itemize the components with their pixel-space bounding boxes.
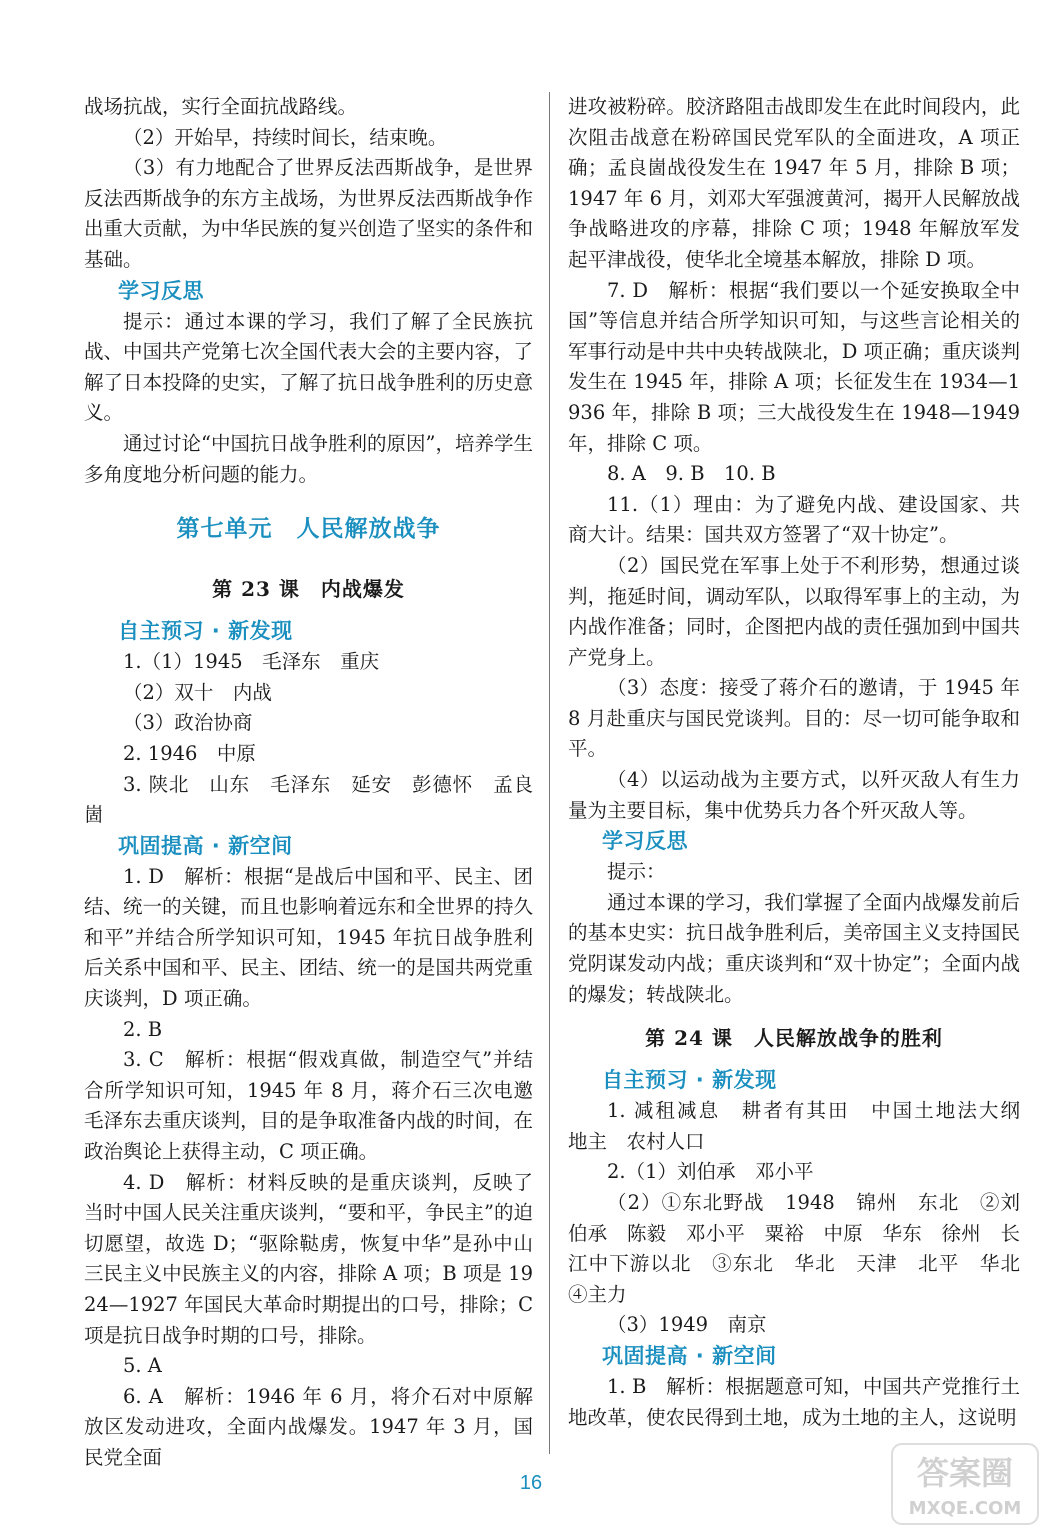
answer-item: 3. C 解析：根据“假戏真做，制造空气”并结合所学知识可知，1945 年 8 月，蒋介石三次电邀毛泽东去重庆谈判，目的是争取准备内战的时间，在政治舆论上获得主动，C 项正确。	[84, 1048, 533, 1164]
section-heading-consolidate: 巩固提高 · 新空间	[602, 1343, 777, 1368]
watermark-logo	[890, 1440, 1040, 1528]
section-heading-reflection: 学习反思	[118, 278, 204, 303]
column-divider	[549, 92, 550, 1454]
answer-line: （3）政治协商	[123, 711, 253, 735]
watermark-text: 答案圈	[916, 1454, 1014, 1492]
answer-item: 6. A 解析：1946 年 6 月，将介石对中原解放区发动进攻，全面内战爆发。1947 年 3 月，国民党全面	[84, 1384, 533, 1469]
answer-line: 1.（1）1945 毛泽东 重庆	[123, 650, 380, 674]
reflection-paragraph: 通过本课的学习，我们掌握了全面内战爆发前后的基本史实：抗日战争胜利后，美帝国主义支持国民党阴谋发动内战；重庆谈判和“双十协定”；全面内战的爆发；转战陕北。	[568, 890, 1020, 1006]
answer-item: 11.（1）理由：为了避免内战、建设国家、共商大计。结果：国共双方签署了“双十协定”。	[568, 492, 1020, 547]
answer-line: （2）双十 内战	[123, 680, 272, 704]
intro-line: 战场抗战，实行全面抗战路线。	[84, 95, 358, 118]
section-heading-reflection: 学习反思	[602, 829, 688, 854]
answer-line: （2）①东北野战 1948 锦州 东北 ②刘伯承 陈毅 邓小平 粟裕 中原 华东 徐州 长江中下游以北 ③东北 华北 天津 北平 华北 ④主力	[568, 1191, 1040, 1306]
lesson-title: 第 24 课 人民解放战争的胜利	[645, 1026, 943, 1051]
answer-item: 5. A	[123, 1354, 162, 1378]
page-number: 16	[519, 1472, 543, 1494]
answer-item: （2）国民党在军事上处于不利形势，想通过谈判，拖延时间，调动军队，以取得军事上的主动，为内战作准备；同时，企图把内战的责任强加到中国共产党身上。	[568, 553, 1020, 669]
section-heading-preview: 自主预习 · 新发现	[602, 1068, 777, 1093]
continued-paragraph: 进攻被粉碎。胶济路阻击战即发生在此时间段内，此次阻击战意在粉碎国民党军队的全面进攻，A 项正确；孟良崮战役发生在 1947 年 5 月，排除 B 项；1947 年 6 月，刘邓大军强渡黄河，揭开人民解放战争战略进攻的序幕，排除 C 项；1948 年解放军发起平津战役，使华北全境基本解放，排除 D 项。	[568, 95, 1020, 271]
answer-item: （3）态度：接受了蒋介石的邀请，于 1945 年 8 月赴重庆与国民党谈判。目的：尽一切可能争取和平。	[568, 676, 1020, 761]
answer-item: 1. D 解析：根据“是战后中国和平、民主、团结、统一的关键，而且也影响着远东和全世界的持久和平”并结合所学知识可知，1945 年抗日战争胜利后关系中国和平、民主、团结、统一的是国共两党重庆谈判，D 项正确。	[84, 864, 533, 1011]
answer-line: 2. 1946 中原	[123, 741, 256, 765]
answer-item: 7. D 解析：根据“我们要以一个延安换取全中国”等信息并结合所学知识可知，与这些言论相关的军事行动是中共中央转战陕北，D 项正确；重庆谈判发生在 1945 年，排除 A 项；长征发生在 1934—1936 年，排除 B 项；三大战役发生在 1948—1949 年，排除 C 项。	[568, 278, 1020, 455]
answer-item: 1. B 解析：根据题意可知，中国共产党推行土地改革，使农民得到土地，成为土地的主人，这说明	[568, 1374, 1020, 1429]
intro-line: （3）有力地配合了世界反法西斯战争，是世界反法西斯战争的东方主战场，为世界反法西斯战争作出重大贡献，为中华民族的复兴创造了坚实的条件和基础。	[84, 156, 533, 271]
answer-item: （4）以运动战为主要方式，以歼灭敌人有生力量为主要目标，集中优势兵力各个歼灭敌人等。	[568, 768, 1020, 822]
unit-title: 第七单元 人民解放战争	[176, 516, 441, 543]
intro-line: （2）开始早，持续时间长，结束晚。	[123, 125, 448, 149]
answer-line: 3. 陕北 山东 毛泽东 延安 彭德怀 孟良崮	[84, 772, 533, 827]
reflection-paragraph: 提示：通过本课的学习，我们了解了全民族抗战、中国共产党第七次全国代表大会的主要内容，了解了日本投降的史实，了解了抗日战争胜利的历史意义。	[84, 309, 533, 425]
reflection-hint: 提示：	[607, 860, 666, 884]
right-column	[568, 92, 1040, 1433]
answer-item: 2. B	[123, 1017, 163, 1041]
reflection-paragraph: 通过讨论“中国抗日战争胜利的原因”，培养学生多角度地分析问题的能力。	[84, 431, 533, 486]
section-heading-consolidate: 巩固提高 · 新空间	[118, 833, 293, 858]
watermark-domain: MXQE.COM	[908, 1498, 1022, 1519]
section-heading-preview: 自主预习 · 新发现	[118, 619, 293, 644]
left-column	[84, 92, 533, 1474]
lesson-title: 第 23 课 内战爆发	[212, 577, 405, 602]
answer-line: 1. 减租减息 耕者有其田 中国土地法大纲 地主 农村人口	[568, 1099, 1040, 1153]
answer-line: 2.（1）刘伯承 邓小平	[607, 1160, 814, 1184]
answer-line: （3）1949 南京	[607, 1313, 767, 1337]
answer-item: 4. D 解析：材料反映的是重庆谈判，反映了当时中国人民关注重庆谈判，“要和平，争民主”的迫切愿望，故选 D；“驱除鞑虏，恢复中华”是孙中山三民主义中民族主义的内容，排除 A 项；B 项是 1924—1927 年国民大革命时期提出的口号，排除；C 项是抗日战争时期的口号，排除。	[84, 1170, 533, 1347]
answer-item: 8. A 9. B 10. B	[607, 462, 776, 486]
